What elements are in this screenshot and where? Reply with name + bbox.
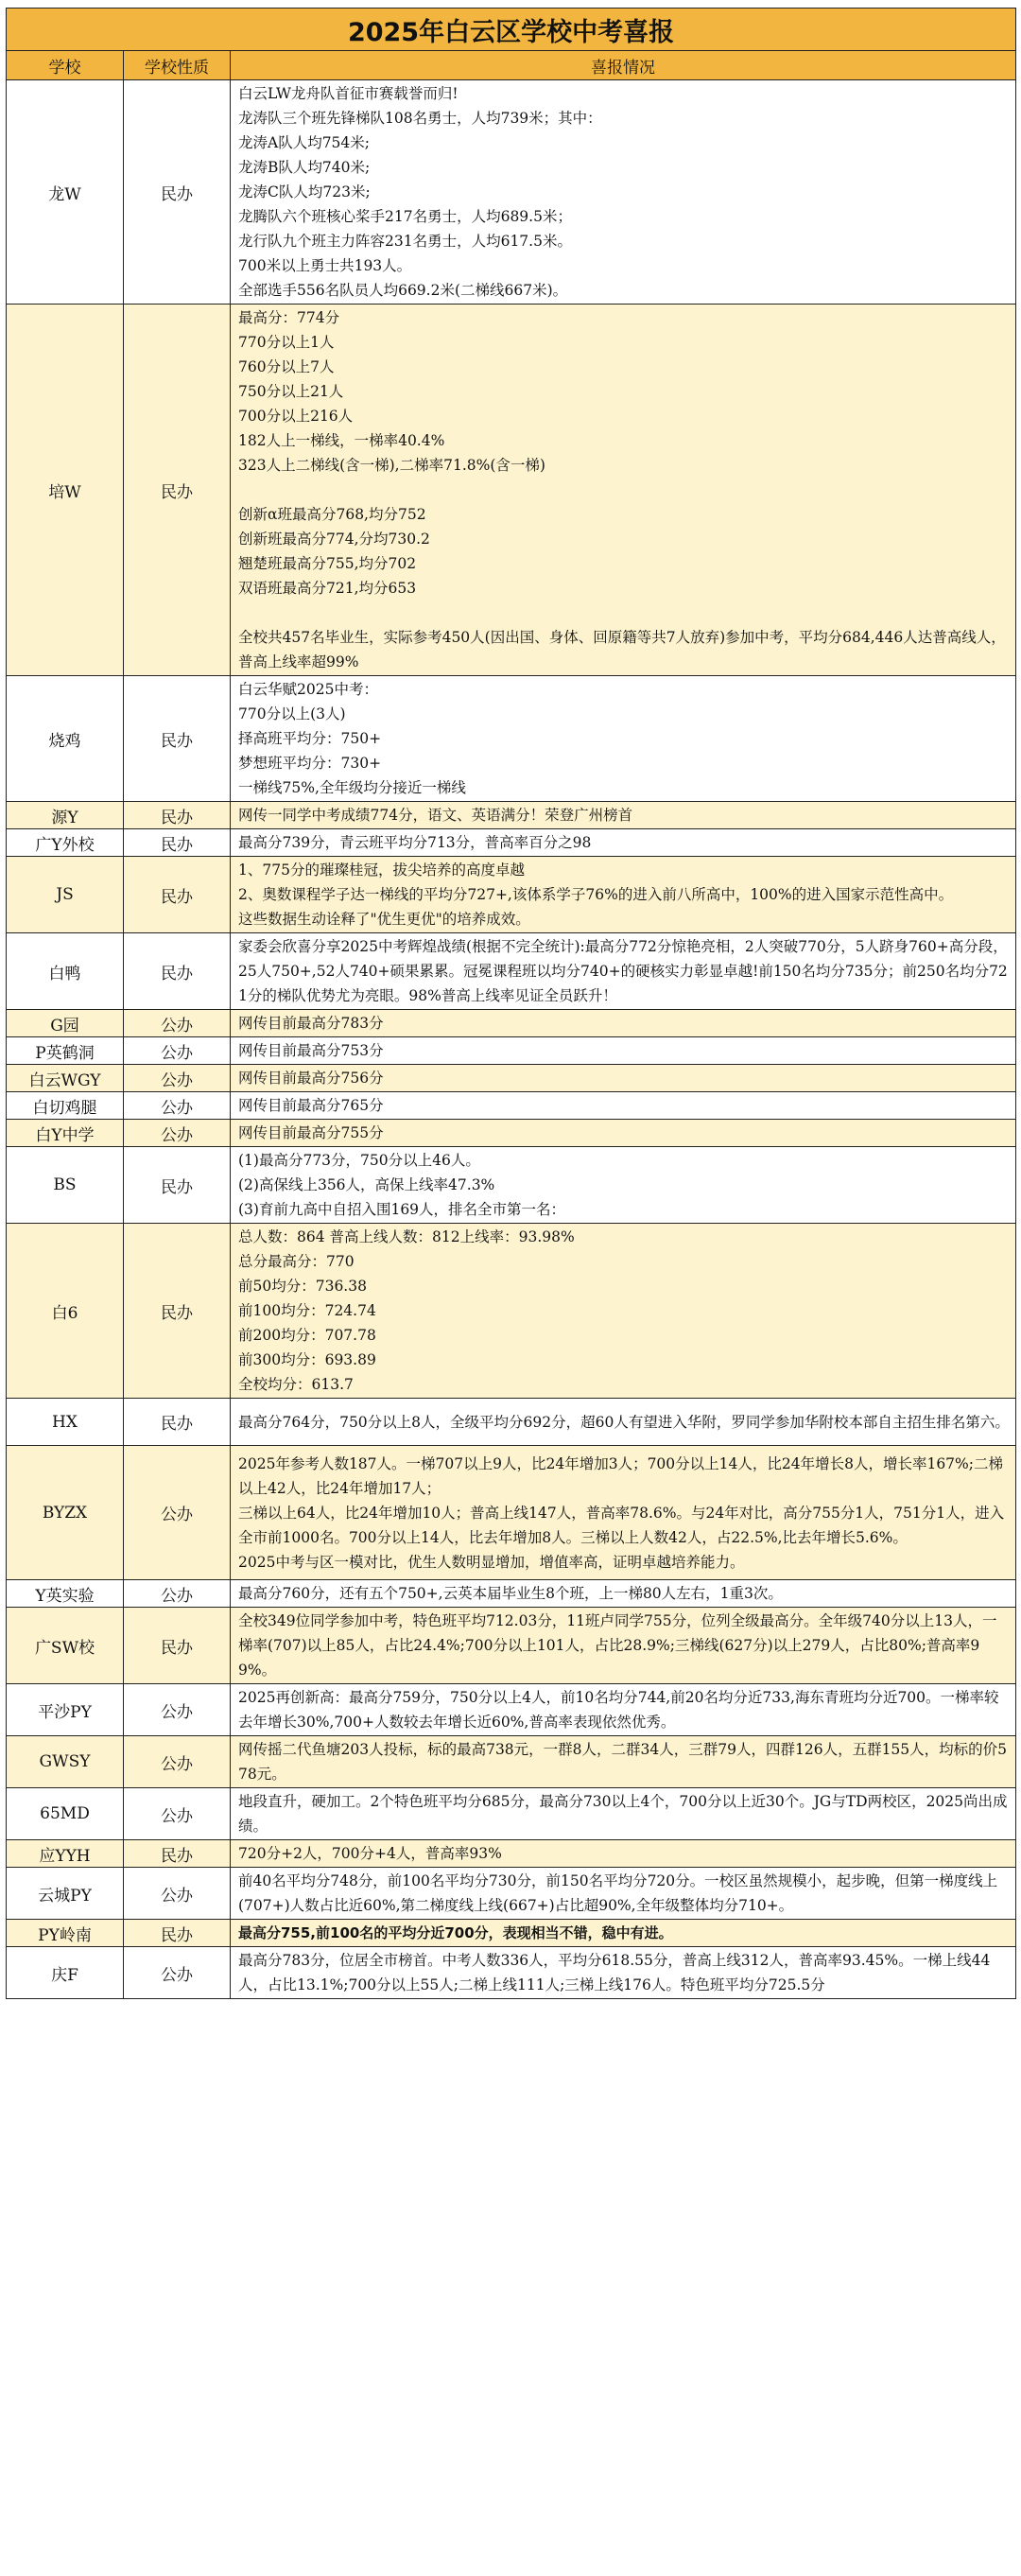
report-line: 前100均分：724.74 — [238, 1302, 376, 1319]
school-type-cell: 民办 — [124, 1840, 231, 1868]
table-row — [7, 80, 1016, 305]
table-row — [7, 1840, 1016, 1868]
report-content-cell — [231, 1580, 1016, 1608]
table-row — [7, 802, 1016, 829]
report-content-cell — [231, 1065, 1016, 1092]
report-table — [6, 8, 1016, 1999]
report-line: 白云LW龙舟队首征市赛载誉而归! — [238, 85, 459, 102]
report-content-cell — [231, 1092, 1016, 1120]
table-row — [7, 305, 1016, 676]
report-line: 182人上一梯线，一梯率40.4% — [238, 432, 445, 449]
report-content-cell — [231, 80, 1016, 305]
report-line: 最高分764分，750分以上8人，全级平均分692分，超60人有望进入华附，罗同学参加华附校本部自主招生排名第六。 — [238, 1413, 1010, 1431]
report-content-cell — [231, 933, 1016, 1010]
school-type-cell: 公办 — [124, 1037, 231, 1065]
page-title: 2025年白云区学校中考喜报 — [7, 9, 1016, 51]
school-name-cell: 龙W — [7, 80, 124, 305]
report-line: 760分以上7人 — [238, 358, 335, 375]
report-line: 龙涛A队人均754米; — [238, 134, 371, 151]
report-line: 总人数：864 普高上线人数：812上线率：93.98% — [238, 1228, 575, 1245]
table-row — [7, 1010, 1016, 1037]
report-line: 白云华赋2025中考： — [238, 681, 378, 698]
school-type-cell: 民办 — [124, 933, 231, 1010]
school-name-cell: 白云WGY — [7, 1065, 124, 1092]
report-line: 龙行队九个班主力阵容231名勇士，人均617.5米。 — [238, 233, 572, 250]
school-name-cell: 广Y外校 — [7, 829, 124, 857]
school-name-cell: 庆F — [7, 1947, 124, 1999]
school-type-cell: 民办 — [124, 676, 231, 802]
table-row — [7, 1868, 1016, 1920]
report-line: 网传目前最高分783分 — [238, 1015, 384, 1032]
report-line: 龙涛B队人均740米; — [238, 159, 371, 176]
report-line: 全校349位同学参加中考，特色班平均712.03分，11班卢同学755分，位列全级最高分。全年级740分以上13人，一梯率(707)以上85人，占比24.4%;700分以上101人，占比28.9%;三梯线(627分)以上279人，占比80%;普高率99%。 — [238, 1612, 997, 1679]
table-row — [7, 829, 1016, 857]
table-row — [7, 1920, 1016, 1947]
table-row — [7, 1736, 1016, 1788]
report-line: 700分以上216人 — [238, 408, 354, 425]
report-content-cell — [231, 1736, 1016, 1788]
report-line: (2)高保线上356人，高保上线率47.3% — [238, 1176, 495, 1193]
header-school-type: 学校性质 — [124, 51, 231, 80]
school-name-cell: BYZX — [7, 1446, 124, 1580]
school-name-cell: 白6 — [7, 1224, 124, 1399]
school-name-cell: 烧鸡 — [7, 676, 124, 802]
school-name-cell: 65MD — [7, 1788, 124, 1840]
table-row — [7, 1788, 1016, 1840]
school-type-cell: 民办 — [124, 1608, 231, 1684]
report-content-cell — [231, 1037, 1016, 1065]
table-row — [7, 1120, 1016, 1147]
report-content-cell — [231, 1399, 1016, 1446]
school-name-cell: 平沙PY — [7, 1684, 124, 1736]
report-line: 龙涛队三个班先锋梯队108名勇士，人均739米；其中： — [238, 110, 602, 127]
table-row — [7, 1092, 1016, 1120]
header-school: 学校 — [7, 51, 124, 80]
report-line: 750分以上21人 — [238, 383, 344, 400]
school-type-cell: 公办 — [124, 1010, 231, 1037]
table-row — [7, 1446, 1016, 1580]
report-line: 全校共457名毕业生，实际参考450人(因出国、身体、回原籍等共7人放弃)参加中考，平均分684,446人达普高线人，普高上线率超99% — [238, 629, 1006, 670]
report-content-cell — [231, 1868, 1016, 1920]
report-line: 最高分：774分 — [238, 309, 340, 326]
report-line: 2025年参考人数187人。一梯707以上9人，比24年增加3人；700分以上14人，比24年增长8人，增长率167%;二梯以上42人，比24年增加17人； — [238, 1454, 1003, 1497]
report-content-cell — [231, 1147, 1016, 1224]
report-line: 网传目前最高分753分 — [238, 1042, 384, 1059]
blank-line — [238, 478, 1011, 502]
school-name-cell: 培W — [7, 305, 124, 676]
report-line: 网传目前最高分765分 — [238, 1097, 384, 1114]
report-line: (3)育前九高中自招入围169人，排名全市第一名： — [238, 1201, 566, 1218]
school-type-cell: 民办 — [124, 1399, 231, 1446]
report-line: 全部选手556名队员人均669.2米(二梯线667米)。 — [238, 282, 568, 299]
blank-line — [238, 600, 1011, 625]
report-line: 创新α班最高分768,均分752 — [238, 506, 426, 523]
school-name-cell: PY岭南 — [7, 1920, 124, 1947]
report-line: 择高班平均分：750+ — [238, 730, 382, 747]
report-line: 700米以上勇士共193人。 — [238, 257, 412, 274]
header-report: 喜报情况 — [231, 51, 1016, 80]
school-type-cell: 公办 — [124, 1065, 231, 1092]
school-name-cell: 云城PY — [7, 1868, 124, 1920]
table-row — [7, 1037, 1016, 1065]
report-line: 梦想班平均分：730+ — [238, 755, 382, 772]
school-type-cell: 民办 — [124, 1920, 231, 1947]
report-line: 2025再创新高：最高分759分，750分以上4人，前10名均分744,前20名均分近733,海东青班均分近700。一梯率较去年增长30%,700+人数较去年增长近60%,普高率表现依然优秀。 — [238, 1689, 999, 1731]
school-name-cell: 应YYH — [7, 1840, 124, 1868]
report-content-cell — [231, 1608, 1016, 1684]
report-line: 最高分739分，青云班平均分713分，普高率百分之98 — [238, 834, 592, 851]
report-content-cell — [231, 1840, 1016, 1868]
report-content-cell — [231, 1684, 1016, 1736]
school-type-cell: 公办 — [124, 1788, 231, 1840]
report-line: 770分以上(3人) — [238, 705, 346, 722]
report-content-cell — [231, 1947, 1016, 1999]
table-row — [7, 1224, 1016, 1399]
school-type-cell: 公办 — [124, 1120, 231, 1147]
school-type-cell: 公办 — [124, 1736, 231, 1788]
report-content-cell — [231, 305, 1016, 676]
report-content-cell — [231, 1224, 1016, 1399]
school-type-cell: 民办 — [124, 802, 231, 829]
report-line: 翘楚班最高分755,均分702 — [238, 555, 417, 572]
report-line: 323人上二梯线(含一梯),二梯率71.8%(含一梯) — [238, 457, 545, 474]
school-type-cell: 民办 — [124, 857, 231, 933]
school-name-cell: 广SW校 — [7, 1608, 124, 1684]
report-line: 全校均分：613.7 — [238, 1376, 354, 1393]
report-line: 网传目前最高分755分 — [238, 1124, 384, 1141]
school-type-cell: 民办 — [124, 1147, 231, 1224]
table-row — [7, 933, 1016, 1010]
report-line: 双语班最高分721,均分653 — [238, 580, 417, 597]
report-line: 1、775分的璀璨桂冠，拔尖培养的高度卓越 — [238, 862, 525, 879]
school-type-cell: 公办 — [124, 1580, 231, 1608]
school-type-cell: 公办 — [124, 1947, 231, 1999]
report-line: 总分最高分：770 — [238, 1253, 355, 1270]
report-line: 一梯线75%,全年级均分接近一梯线 — [238, 779, 466, 796]
report-line: 三梯以上64人，比24年增加10人；普高上线147人，普高率78.6%。与24年对比，高分755分1人，751分1人，进入全市前1000名。700分以上14人，比去年增加8人。三梯以上人数42人，占22.5%,比去年增长5.6%。 — [238, 1504, 1005, 1546]
school-name-cell: P英鹤洞 — [7, 1037, 124, 1065]
report-line: 这些数据生动诠释了"优生更优"的培养成效。 — [238, 911, 530, 928]
report-line: 前40名平均分748分，前100名平均分730分，前150名平均分720分。一校区虽然规模小，起步晚，但第一梯度线上(707+)人数占比近60%,第二梯度线上线(667+)占比超90%,全年级整体均分710+。 — [238, 1872, 998, 1914]
school-name-cell: 源Y — [7, 802, 124, 829]
report-content-cell — [231, 1788, 1016, 1840]
school-name-cell: Y英实验 — [7, 1580, 124, 1608]
table-row — [7, 676, 1016, 802]
report-content-cell — [231, 802, 1016, 829]
school-name-cell: G园 — [7, 1010, 124, 1037]
table-row — [7, 1065, 1016, 1092]
table-row — [7, 1580, 1016, 1608]
report-line: 前300均分：693.89 — [238, 1351, 376, 1368]
report-content-cell — [231, 857, 1016, 933]
school-type-cell: 公办 — [124, 1684, 231, 1736]
report-content-cell — [231, 676, 1016, 802]
table-row — [7, 1684, 1016, 1736]
table-row — [7, 857, 1016, 933]
report-line: 770分以上1人 — [238, 334, 335, 351]
report-line: 最高分755,前100名的平均分近700分，表现相当不错，稳中有进。 — [238, 1924, 673, 1941]
table-row — [7, 1947, 1016, 1999]
report-content-cell — [231, 1446, 1016, 1580]
report-line: 2025中考与区一模对比，优生人数明显增加，增值率高，证明卓越培养能力。 — [238, 1553, 745, 1571]
report-content-cell — [231, 1010, 1016, 1037]
report-line: 网传摇二代鱼塘203人投标，标的最高738元，一群8人，二群34人，三群79人，四群126人，五群155人，均标的价578元。 — [238, 1741, 1008, 1783]
report-content-cell — [231, 1920, 1016, 1947]
school-type-cell: 民办 — [124, 305, 231, 676]
report-line: 网传一同学中考成绩774分，语文、英语满分！荣登广州榜首 — [238, 807, 633, 824]
report-rows — [7, 80, 1016, 1999]
report-content-cell — [231, 1120, 1016, 1147]
report-line: 最高分760分，还有五个750+,云英本届毕业生8个班，上一梯80人左右，1重3次。 — [238, 1585, 783, 1602]
report-line: 最高分783分，位居全市榜首。中考人数336人，平均分618.55分，普高上线312人，普高率93.45%。一梯上线44人，占比13.1%;700分以上55人;二梯上线111人;三梯上线176人。特色班平均分725.5分 — [238, 1952, 991, 1993]
report-line: 龙涛C队人均723米; — [238, 183, 371, 200]
report-line: 地段直升，硬加工。2个特色班平均分685分，最高分730以上4个，700分以上近30个。JG与TD两校区，2025尚出成绩。 — [238, 1793, 1008, 1835]
report-line: 720分+2人，700分+4人，普高率93% — [238, 1845, 502, 1862]
report-content-cell — [231, 829, 1016, 857]
report-line: 网传目前最高分756分 — [238, 1070, 384, 1087]
school-type-cell: 民办 — [124, 1224, 231, 1399]
school-name-cell: 白鸭 — [7, 933, 124, 1010]
school-name-cell: HX — [7, 1399, 124, 1446]
school-name-cell: 白Y中学 — [7, 1120, 124, 1147]
report-line: 2、奥数课程学子达一梯线的平均分727+,该体系学子76%的进入前八所高中，100%的进入国家示范性高中。 — [238, 886, 954, 903]
report-line: (1)最高分773分，750分以上46人。 — [238, 1152, 480, 1169]
school-type-cell: 公办 — [124, 1092, 231, 1120]
table-row — [7, 1608, 1016, 1684]
school-type-cell: 民办 — [124, 829, 231, 857]
school-type-cell: 民办 — [124, 80, 231, 305]
school-name-cell: JS — [7, 857, 124, 933]
table-row — [7, 1147, 1016, 1224]
report-line: 龙腾队六个班核心桨手217名勇士，人均689.5米； — [238, 208, 572, 225]
report-line: 家委会欣喜分享2025中考辉煌战绩(根据不完全统计):最高分772分惊艳亮相，2人突破770分，5人跻身760+高分段，25人750+,52人740+硕果累累。冠冕课程班以均分740+的硬核实力彰显卓越!前150名均分735分；前250名均分721分的梯队优势尤为亮眼。98%普高上线率见证全员跃升！ — [238, 938, 1008, 1004]
table-row — [7, 1399, 1016, 1446]
report-line: 前200均分：707.78 — [238, 1327, 376, 1344]
school-type-cell: 公办 — [124, 1446, 231, 1580]
school-name-cell: BS — [7, 1147, 124, 1224]
school-name-cell: 白切鸡腿 — [7, 1092, 124, 1120]
school-type-cell: 公办 — [124, 1868, 231, 1920]
report-line: 前50均分：736.38 — [238, 1278, 367, 1295]
school-name-cell: GWSY — [7, 1736, 124, 1788]
report-line: 创新班最高分774,分均730.2 — [238, 531, 430, 548]
